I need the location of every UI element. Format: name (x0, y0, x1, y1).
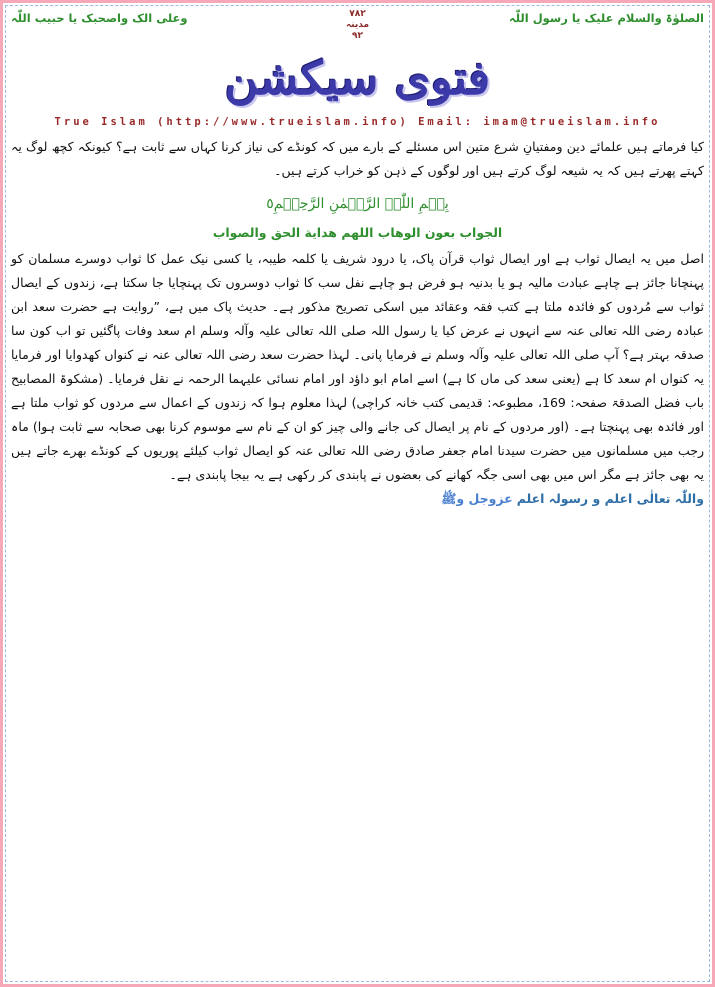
salutation-left: وعلی الک واصحبک یا حبیب اللّٰہ (11, 11, 188, 25)
header (11, 9, 704, 51)
bismillah: بِسۡمِ اللّٰہِ الرَّحۡمٰنِ الرَّحِیۡمِ٥ (266, 196, 449, 212)
page-marker-line-1: ٧٨٢ (349, 9, 366, 19)
contact-line: True Islam (http://www.trueislam.info) Email: imam@trueislam.info (54, 116, 661, 128)
answer-text: اصل میں یہ ایصال ثواب ہے اور ایصال ثواب قرآن پاک، یا درود شریف یا کلمہ طیبہ، یا کسی نیک عمل کا ثواب دوسرے مسلمان کو پہنچانا جائز ہے چاہے عبادت مالیہ ہو یا بدنیہ ہو فرض ہو چاہے نفل سب کا ثواب دوسروں تک پہنچایا جا سکتا ہے، زندوں کے ایصال ثواب سے مُردوں کو فائدہ ملتا ہے کتب فقہ وعقائد میں اسکی تصریح مذکور ہے۔ حدیث پاک میں ہے، ”روایت ہے حضرت سعد ابن عبادہ رضی اللہ تعالی عنہ سے انہوں نے عرض کیا یا رسول اللہ صلی اللہ تعالی علیہ وآلہ وسلم ام سعد وفات پاگئیں تو اب کون سا صدقہ بہتر ہے؟ آپ صلی اللہ تعالی علیہ وآلہ وسلم نے فرمایا پانی۔ لہذا حضرت سعد رضی اللہ تعالی عنہ نے کنواں کھدوایا اور فرمایا یہ کنواں ام سعد کا ہے (یعنی سعد کی ماں کا ہے) اسے امام ابو داؤد اور امام نسائی علیہما الرحمہ نے نقل فرمایا۔ (مشکوۃ المصابیح باب فضل الصدقۃ صفحہ: 169، مطبوعہ: قدیمی کتب خانہ کراچی) لہذا معلوم ہوا کہ زندوں کے اعمال سے مردوں کو ثواب ملتا ہے اور فائدہ بھی پہنچتا ہے۔ (اور مردوں کے نام پر ایصال کی جانے والی چیز کو ان کے نام سے موسوم کرنا بھی صحابہ سے ثابت ہوا) ماہ رجب میں مسلمانوں میں حضرت سیدنا امام جعفر صادق رضی اللہ تعالی عنہ کو ایصال ثواب کیلئے پوریوں کے کونڈے بھرے جاتے ہیں یہ بھی جائز ہے مگر اس میں بھی اسی جگہ کھانے کی بعضوں نے پابندی کر رکھی ہے یہ بیجا پابندی ہے۔ (11, 251, 704, 482)
page-marker (346, 9, 369, 42)
page-title: فتوی سیکشن (224, 51, 491, 105)
closing-text: واللّٰہ تعالٰی اعلم و رسولہ اعلم (516, 491, 704, 506)
closing-line (11, 487, 704, 511)
answer-heading: الجواب بعون الوهاب اللهم هداية الحق والصواب (212, 225, 503, 240)
question-text: کیا فرماتے ہیں علمائے دین ومفتیانِ شرع متین اس مسئلے کے بارے میں کہ کونڈے کی نیاز کرنا کہاں سے ثابت ہے؟ کیونکہ کچھ لوگ یہ کہتے پھرتے ہیں کہ یہ شیعہ لوگ کرتے ہیں اور لوگوں کے ذہن کو خراب کرتے ہیں۔ (11, 139, 704, 178)
fatwa-body (11, 135, 704, 511)
closing-symbol: عزوجل وﷺ (441, 491, 513, 506)
page-marker-line-3: ٩٢ (351, 31, 363, 41)
page-marker-line-2: مدينہ (345, 20, 370, 30)
salutation-right: الصلوٰۃ والسلام علیک یا رسول اللّٰہ (509, 11, 704, 25)
